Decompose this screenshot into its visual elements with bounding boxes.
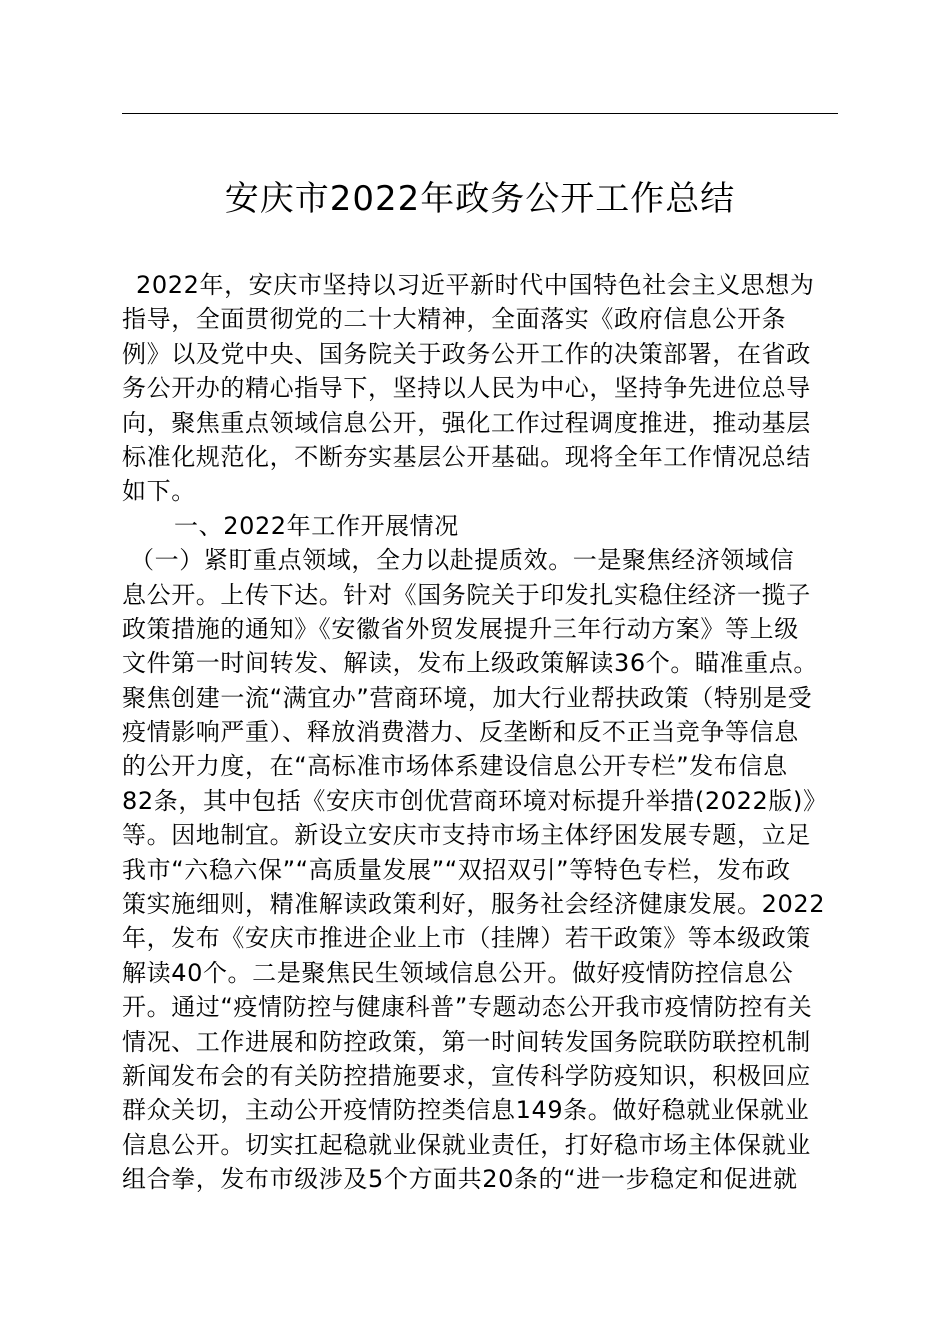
body-text <box>122 268 846 1197</box>
paragraph-line: 聚焦创建一流“满宜办”营商环境，加大行业帮扶政策（特别是受 <box>122 683 813 712</box>
paragraph-line: 信息公开。切实扛起稳就业保就业责任，打好稳市场主体保就业 <box>122 1130 811 1159</box>
paragraph-line: 政策措施的通知》《安徽省外贸发展提升三年行动方案》等上级 <box>122 614 799 643</box>
page-title: 安庆市2022年政务公开工作总结 <box>224 179 736 219</box>
paragraph-line: 情况、工作进展和防控政策，第一时间转发国务院联防联控机制 <box>122 1027 811 1056</box>
header-rule <box>122 113 838 114</box>
paragraph-line: 解读40个。二是聚焦民生领域信息公开。做好疫情防控信息公 <box>122 958 794 987</box>
paragraph-line: 年，发布《安庆市推进企业上市（挂牌）若干政策》等本级政策 <box>122 924 811 953</box>
paragraph-line: （一）紧盯重点领域，全力以赴提质效。一是聚焦经济领域信 <box>130 546 795 575</box>
paragraph-line: 如下。 <box>122 477 196 506</box>
paragraph-line: 务公开办的精心指导下，坚持以人民为中心，坚持争先进位总导 <box>122 374 811 403</box>
paragraph-line: 群众关切，主动公开疫情防控类信息149条。做好稳就业保就业 <box>122 1096 810 1125</box>
paragraph-line: 组合拳，发布市级涉及5个方面共20条的“进一步稳定和促进就 <box>122 1165 798 1194</box>
paragraph-line: 我市“六稳六保”“高质量发展”“双招双引”等特色专栏，发布政 <box>122 855 791 884</box>
section-heading: 一、2022年工作开展情况 <box>174 511 459 540</box>
paragraph-line: 向，聚焦重点领域信息公开，强化工作过程调度推进，推动基层 <box>122 408 811 437</box>
paragraph-line: 标准化规范化，不断夯实基层公开基础。现将全年工作情况总结 <box>122 442 811 471</box>
paragraph-line: 等。因地制宜。新设立安庆市支持市场主体纾困发展专题，立足 <box>122 821 811 850</box>
paragraph-line: 疫情影响严重）、释放消费潜力、反垄断和反不正当竞争等信息 <box>122 718 799 747</box>
paragraph-line: 文件第一时间转发、解读，发布上级政策解读36个。瞄准重点。 <box>122 649 818 678</box>
paragraph-line: 指导，全面贯彻党的二十大精神，全面落实《政府信息公开条 <box>122 305 787 334</box>
paragraph-line: 2022年，安庆市坚持以习近平新时代中国特色社会主义思想为 <box>136 271 815 299</box>
paragraph-line: 82条，其中包括《安庆市创优营商环境对标提升举措(2022版)》 <box>122 786 828 815</box>
paragraph-line: 策实施细则，精准解读政策利好，服务社会经济健康发展。2022 <box>122 890 826 919</box>
paragraph-line: 息公开。上传下达。针对《国务院关于印发扎实稳住经济一揽子 <box>122 580 811 609</box>
paragraph-line: 新闻发布会的有关防控措施要求，宣传科学防疫知识，积极回应 <box>122 1061 811 1090</box>
paragraph-line: 开。通过“疫情防控与健康科普”专题动态公开我市疫情防控有关 <box>122 993 813 1022</box>
paragraph-line: 例》以及党中央、国务院关于政务公开工作的决策部署，在省政 <box>122 339 811 368</box>
paragraph-line: 的公开力度，在“高标准市场体系建设信息公开专栏”发布信息 <box>122 752 788 781</box>
